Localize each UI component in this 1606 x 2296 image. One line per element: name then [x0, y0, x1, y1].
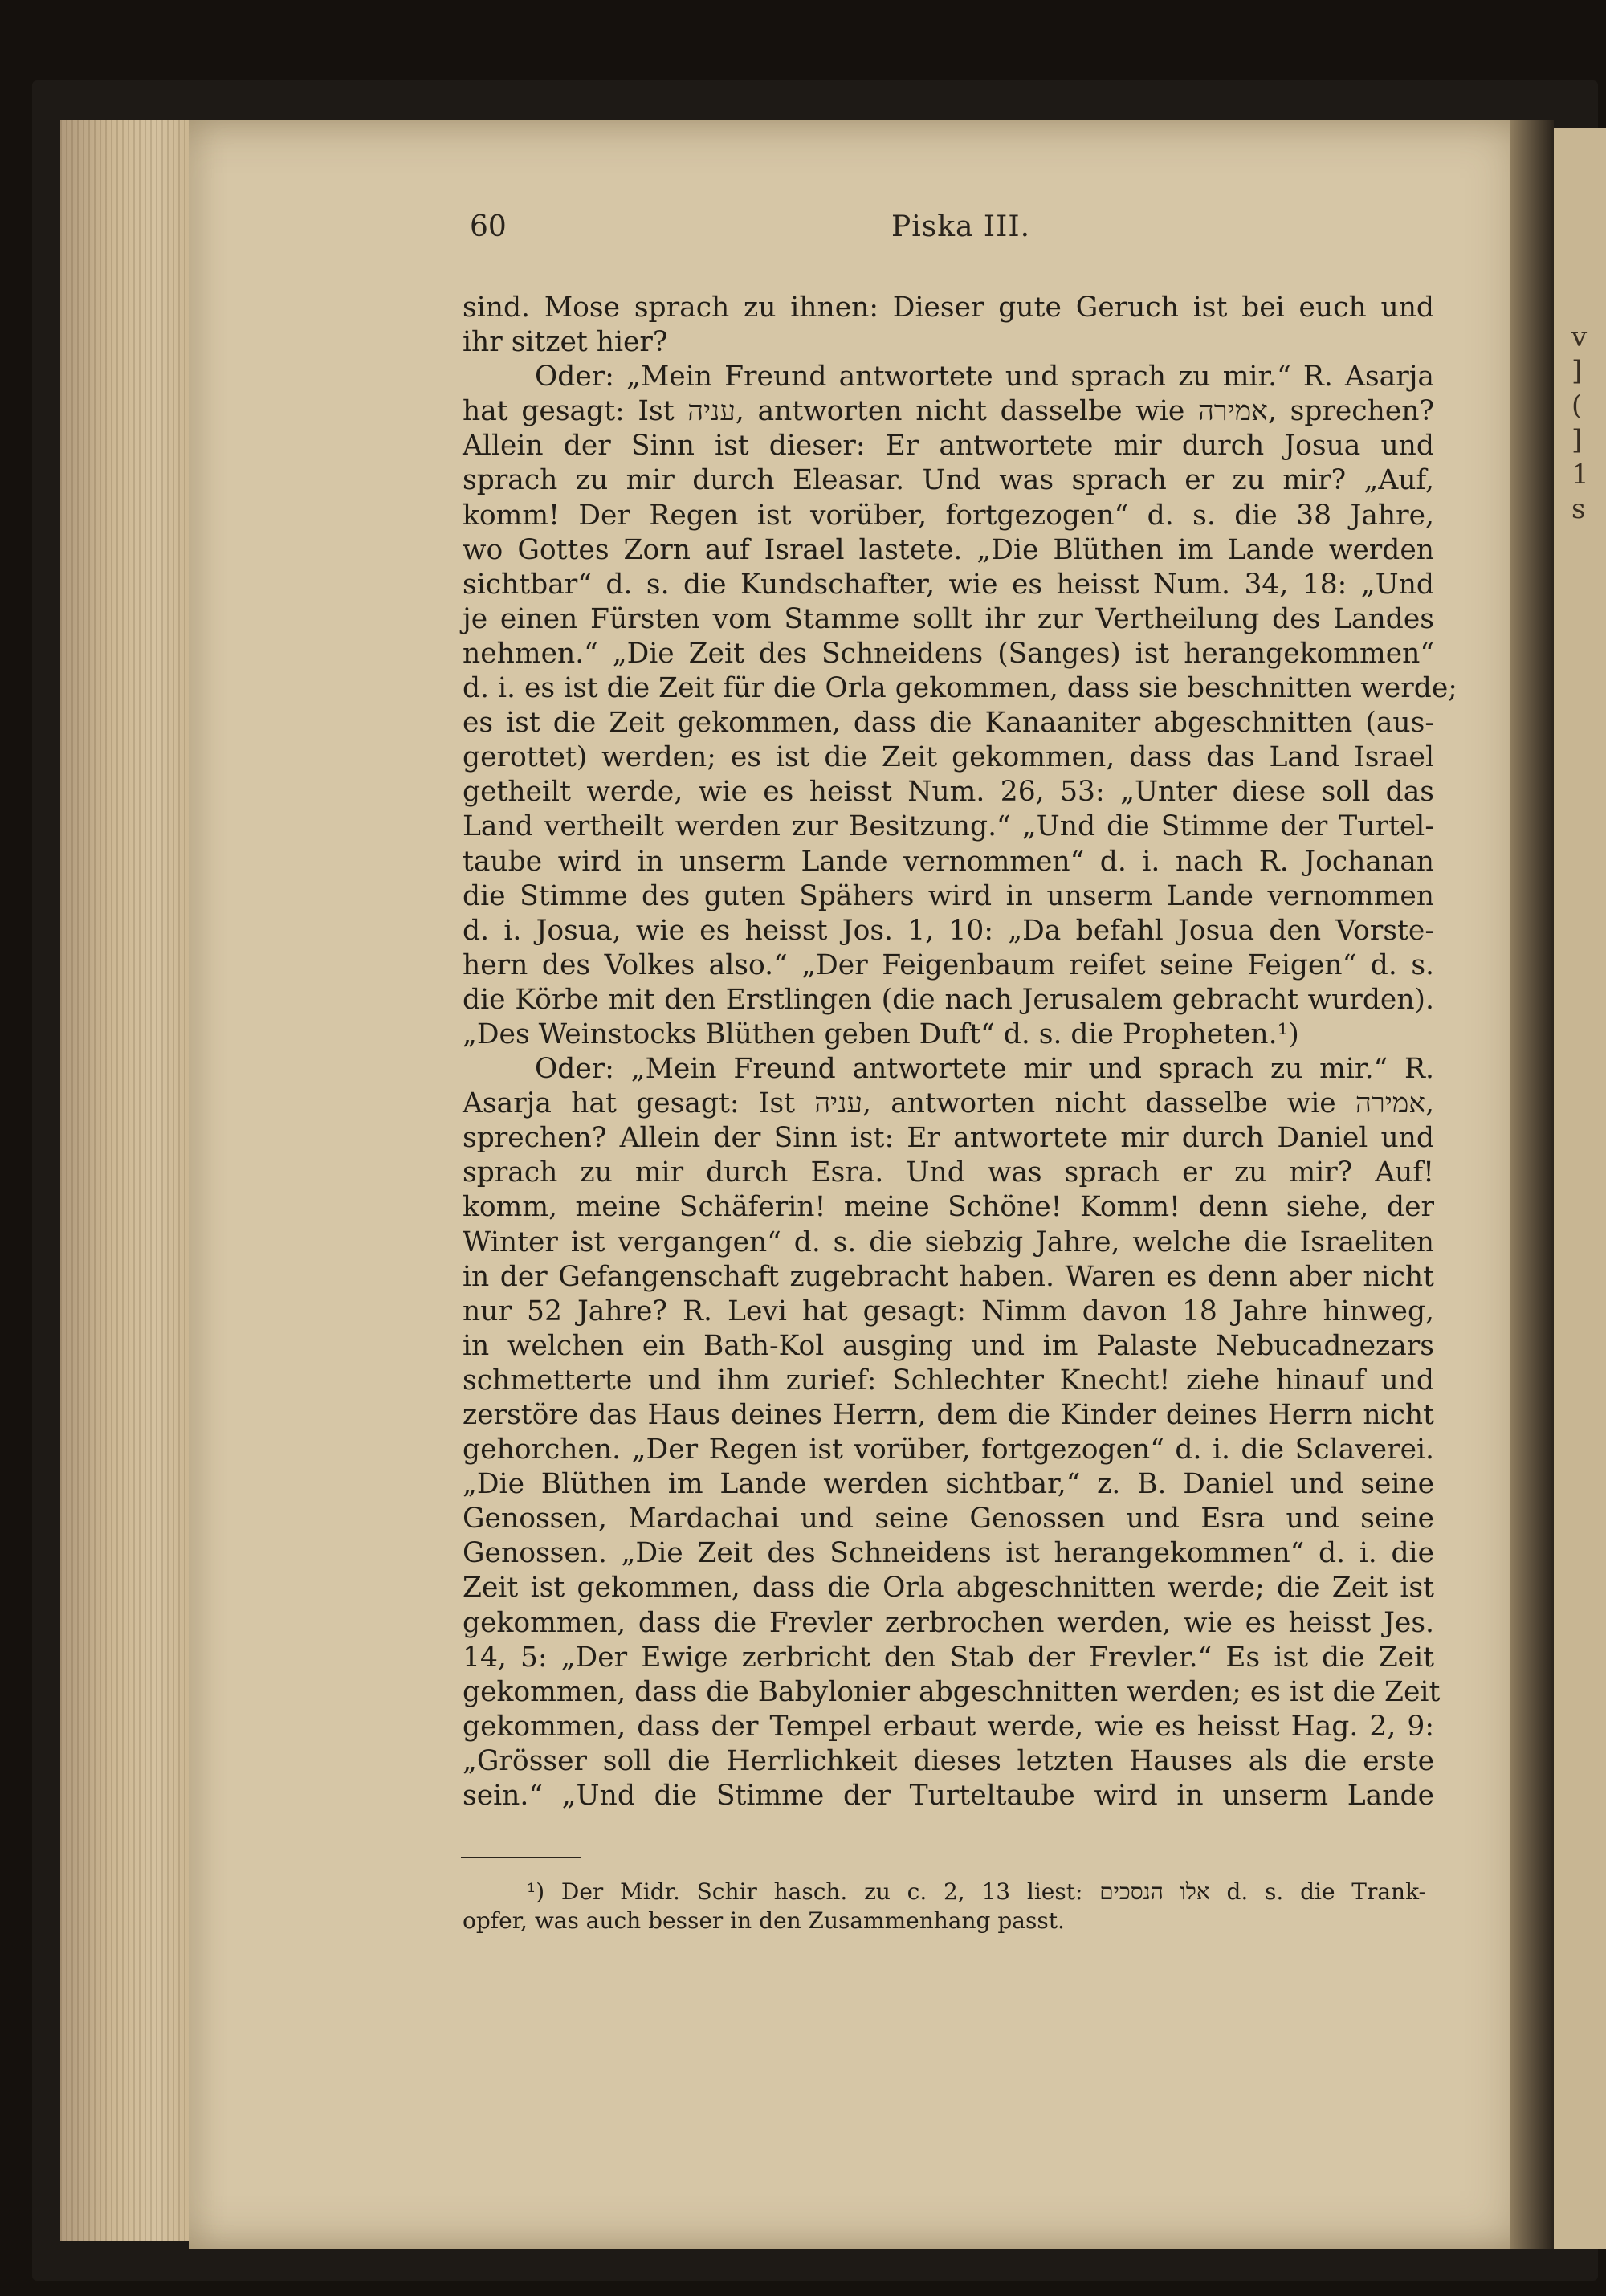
text-line: Genossen, Mardachai und seine Genossen und Esra und seine	[463, 1503, 1434, 1535]
text-line: Asarja hat gesagt: Ist עניה, antworten nicht dasselbe wie אמירה,	[463, 1087, 1434, 1120]
text-line: zerstöre das Haus deines Herrn, dem die Kinder deines Herrn nicht	[463, 1399, 1434, 1431]
facing-page-edge	[1554, 128, 1606, 2249]
text-line: sprach zu mir durch Eleasar. Und was sprach er zu mir? „Auf,	[463, 464, 1434, 497]
text-line: nur 52 Jahre? R. Levi hat gesagt: Nimm davon 18 Jahre hinweg,	[463, 1295, 1434, 1327]
text-line: die Stimme des guten Spähers wird in unserm Lande vernommen	[463, 879, 1434, 912]
footnote-line: opfer, was auch besser in den Zusammenhang passt.	[463, 1907, 1065, 1934]
footnote-line: ¹) Der Midr. Schir hasch. zu c. 2, 13 liest: אלו הנסכים d. s. die Trank-	[527, 1878, 1427, 1905]
text-line: „Die Blüthen im Lande werden sichtbar,“ z. B. Daniel und seine	[463, 1468, 1434, 1501]
text-line: nehmen.“ „Die Zeit des Schneidens (Sanges) ist herangekommen“	[463, 637, 1434, 670]
facing-page-fragment: (	[1571, 389, 1583, 422]
text-line: gekommen, dass die Babylonier abgeschnitten werden; es ist die Zeit	[463, 1675, 1441, 1708]
text-line: d. i. es ist die Zeit für die Orla gekommen, dass sie beschnitten werde;	[463, 672, 1457, 705]
text-line: Genossen. „Die Zeit des Schneidens ist herangekommen“ d. i. die	[463, 1537, 1434, 1570]
text-line: gehorchen. „Der Regen ist vorüber, fortgezogen“ d. i. die Sclaverei.	[463, 1433, 1434, 1466]
text-line: 14, 5: „Der Ewige zerbricht den Stab der Frevler.“ Es ist die Zeit	[463, 1641, 1434, 1674]
text-line: wo Gottes Zorn auf Israel lastete. „Die Blüthen im Lande werden	[463, 533, 1434, 566]
text-line: „Des Weinstocks Blüthen geben Duft“ d. s. die Propheten.¹)	[463, 1017, 1299, 1050]
body-text	[463, 291, 1457, 1813]
text-line: schmetterte und ihm zurief: Schlechter Knecht! ziehe hinauf und	[463, 1364, 1434, 1397]
page-header	[470, 210, 1421, 259]
book-gutter	[1510, 120, 1554, 2249]
text-line: sprach zu mir durch Esra. Und was sprach er zu mir? Auf!	[463, 1156, 1434, 1189]
text-line: „Grösser soll die Herrlichkeit dieses letzten Hauses als die erste	[463, 1744, 1434, 1777]
page-edges	[60, 120, 197, 2241]
text-line: hern des Volkes also.“ „Der Feigenbaum reifet seine Feigen“ d. s.	[463, 948, 1434, 981]
text-line: in welchen ein Bath-Kol ausging und im Palaste Nebucadnezars	[463, 1329, 1434, 1362]
text-line: sichtbar“ d. s. die Kundschafter, wie es heisst Num. 34, 18: „Und	[463, 568, 1434, 601]
text-line: sprechen? Allein der Sinn ist: Er antwortete mir durch Daniel und	[463, 1122, 1434, 1155]
footnote-rule	[461, 1857, 581, 1858]
text-line: Winter ist vergangen“ d. s. die siebzig Jahre, welche die Israeliten	[463, 1225, 1434, 1258]
text-line: die Körbe mit den Erstlingen (die nach Jerusalem gebracht wurden).	[463, 983, 1434, 1016]
text-line: Oder: „Mein Freund antwortete mir und sprach zu mir.“ R.	[535, 1053, 1434, 1086]
text-line: gekommen, dass die Frevler zerbrochen werden, wie es heisst Jes.	[463, 1606, 1434, 1639]
text-line: komm! Der Regen ist vorüber, fortgezogen“ d. s. die 38 Jahre,	[463, 499, 1434, 532]
page-number: 60	[470, 210, 507, 243]
facing-page-fragment: s	[1571, 493, 1586, 525]
facing-page-fragment: ]	[1571, 355, 1583, 387]
text-line: Allein der Sinn ist dieser: Er antwortete mir durch Josua und	[463, 430, 1434, 463]
text-line: Oder: „Mein Freund antwortete und sprach zu mir.“ R. Asarja	[535, 361, 1434, 394]
facing-page-fragment: 1	[1571, 459, 1589, 491]
text-line: taube wird in unserm Lande vernommen“ d. i. nach R. Jochanan	[463, 845, 1434, 878]
text-line: je einen Fürsten vom Stamme sollt ihr zur Vertheilung des Landes	[463, 602, 1434, 635]
text-line: sein.“ „Und die Stimme der Turteltaube wird in unserm Lande	[463, 1780, 1434, 1813]
text-line: hat gesagt: Ist עניה, antworten nicht dasselbe wie אמירה, sprechen?	[463, 395, 1434, 428]
running-head: Piska III.	[891, 210, 1031, 243]
text-line: sind. Mose sprach zu ihnen: Dieser gute Geruch ist bei euch und	[463, 292, 1434, 324]
text-line: Zeit ist gekommen, dass die Orla abgeschnitten werde; die Zeit ist	[463, 1572, 1434, 1605]
text-line: Land vertheilt werden zur Besitzung.“ „Und die Stimme der Turtel-	[463, 810, 1434, 843]
text-line: ihr sitzet hier?	[463, 326, 668, 359]
text-line: in der Gefangenschaft zugebracht haben. Waren es denn aber nicht	[463, 1260, 1434, 1293]
facing-page-fragment: v	[1571, 321, 1588, 353]
text-line: es ist die Zeit gekommen, dass die Kanaaniter abgeschnitten (aus-	[463, 707, 1434, 740]
text-line: d. i. Josua, wie es heisst Jos. 1, 10: „Da befahl Josua den Vorste-	[463, 914, 1434, 947]
footnote	[463, 1878, 1426, 1935]
facing-page-fragment: ]	[1571, 424, 1583, 456]
text-line: gerottet) werden; es ist die Zeit gekommen, dass das Land Israel	[463, 741, 1434, 774]
text-line: komm, meine Schäferin! meine Schöne! Komm! denn siehe, der	[463, 1191, 1434, 1224]
text-line: getheilt werde, wie es heisst Num. 26, 53: „Unter diese soll das	[463, 776, 1434, 809]
text-line: gekommen, dass der Tempel erbaut werde, wie es heisst Hag. 2, 9:	[463, 1710, 1434, 1743]
